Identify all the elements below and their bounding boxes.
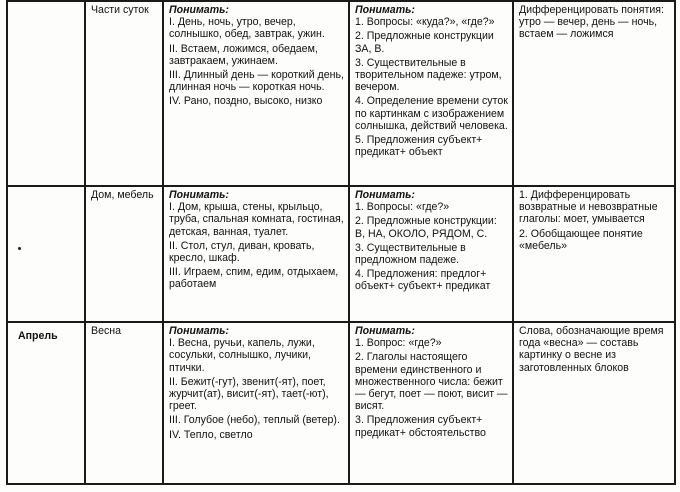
- item-list: [355, 337, 508, 439]
- list-item: 2. Предложные конструкции: В, НА, ОКОЛО, РЯДОМ, С.: [355, 215, 497, 240]
- list-item: II. Встаем, ложимся, обедаем, завтракаем, ужинаем.: [169, 42, 318, 67]
- item-list: [355, 201, 508, 292]
- month-cell: [7, 186, 85, 322]
- month-label: Апрель: [18, 330, 58, 342]
- month-cell: [7, 322, 85, 484]
- list-item: 1. Вопрос: «где?»: [355, 337, 442, 350]
- cell-header: Понимать:: [169, 189, 229, 201]
- list-item: 3. Существительные в творительном падеже: утром, вечером.: [355, 56, 502, 94]
- list-item: IV. Рано, поздно, высоко, низко: [169, 95, 323, 108]
- col5-cell: [513, 186, 675, 322]
- col5-cell: [513, 322, 675, 484]
- cell-header: Понимать:: [169, 4, 229, 16]
- list-item: III. Длинный день — короткий день, длинная ночь — короткая ночь.: [169, 69, 344, 94]
- month-cell: [7, 1, 85, 186]
- cell-header: Понимать:: [355, 4, 415, 16]
- col3-cell: [163, 186, 349, 322]
- list-item: 4. Предложения: предлог+ объект+ субъект+ предикат: [355, 268, 491, 293]
- table-row: [7, 186, 675, 322]
- list-item: I. Весна, ручьи, капель, лужи, сосульки, солнышко, лучики, птички.: [169, 337, 315, 374]
- list-item: 4. Определение времени суток по картинкам с изображением солнышка, действий человека.: [355, 95, 508, 132]
- topic-label: Дом, мебель: [91, 189, 154, 201]
- col5-cell: [513, 1, 675, 186]
- month-label: [8, 2, 84, 9]
- list-item: II. Бежит(-гут), звенит(-ят), поет, журчит(ат), висит(-ят), тает(-ют), греет.: [169, 375, 329, 413]
- topic-cell: [85, 186, 163, 322]
- list-item: 3. Предложения субъект+ предикат+ обстоятельство: [355, 414, 486, 439]
- cell-header: Понимать:: [355, 189, 415, 201]
- item-list: [519, 4, 670, 41]
- item-list: [355, 16, 508, 158]
- list-item: 1. Дифференцировать возвратные и невозвратные глаголы: моет, умывается: [519, 189, 658, 226]
- list-item: 5. Предложения субъект+ предикат+ объект: [355, 134, 483, 159]
- col3-cell: [163, 1, 349, 186]
- list-item: Дифференцировать понятия: утро — вечер, день — ночь, встаем — ложимся: [519, 4, 664, 41]
- topic-cell: [85, 322, 163, 484]
- list-item: III. Голубое (небо), теплый (ветер).: [169, 414, 340, 427]
- col4-cell: [349, 186, 513, 322]
- list-item: I. День, ночь, утро, вечер, солнышко, обед, завтрак, ужин.: [169, 16, 325, 41]
- item-list: [169, 16, 344, 107]
- item-list: [169, 337, 344, 441]
- topic-label: Весна: [91, 325, 121, 337]
- table-row: [7, 322, 675, 484]
- curriculum-table: [6, 0, 676, 485]
- list-item: 2. Предложные конструкции ЗА, В.: [355, 30, 494, 55]
- list-item: 2. Глаголы настоящего времени единственного и множественного числа: бежит — бегут, поет — поют, висит — висят.: [355, 351, 508, 413]
- list-item: 3. Существительные в предложном падеже.: [355, 241, 466, 267]
- list-item: Слова, обозначающие время года «весна» — составь картинку о весне из заготовленных блоков: [519, 325, 664, 374]
- cell-header: Понимать:: [355, 325, 415, 337]
- col3-cell: [163, 322, 349, 484]
- item-list: [519, 325, 670, 374]
- item-list: [519, 189, 670, 252]
- cell-header: Понимать:: [169, 325, 229, 337]
- col4-cell: [349, 1, 513, 186]
- list-item: 2. Обобщающее понятие «мебель»: [519, 227, 643, 252]
- list-item: IV. Тепло, светло: [169, 428, 253, 441]
- item-list: [169, 201, 344, 290]
- topic-cell: [85, 1, 163, 186]
- list-item: 1. Вопросы: «где?»: [355, 201, 450, 214]
- topic-label: Части суток: [91, 4, 149, 16]
- month-label: [8, 187, 84, 194]
- col4-cell: [349, 322, 513, 484]
- list-item: II. Стол, стул, диван, кровать, кресло, шкаф.: [169, 239, 315, 265]
- table-row: [7, 1, 675, 186]
- list-item: I. Дом, крыша, стены, крыльцо, труба, спальная комната, гостиная, детская, ванная, туалет.: [169, 201, 344, 238]
- list-item: 1. Вопросы: «куда?», «где?»: [355, 16, 495, 29]
- list-item: III. Играем, спим, едим, отдыхаем, работаем: [169, 266, 339, 291]
